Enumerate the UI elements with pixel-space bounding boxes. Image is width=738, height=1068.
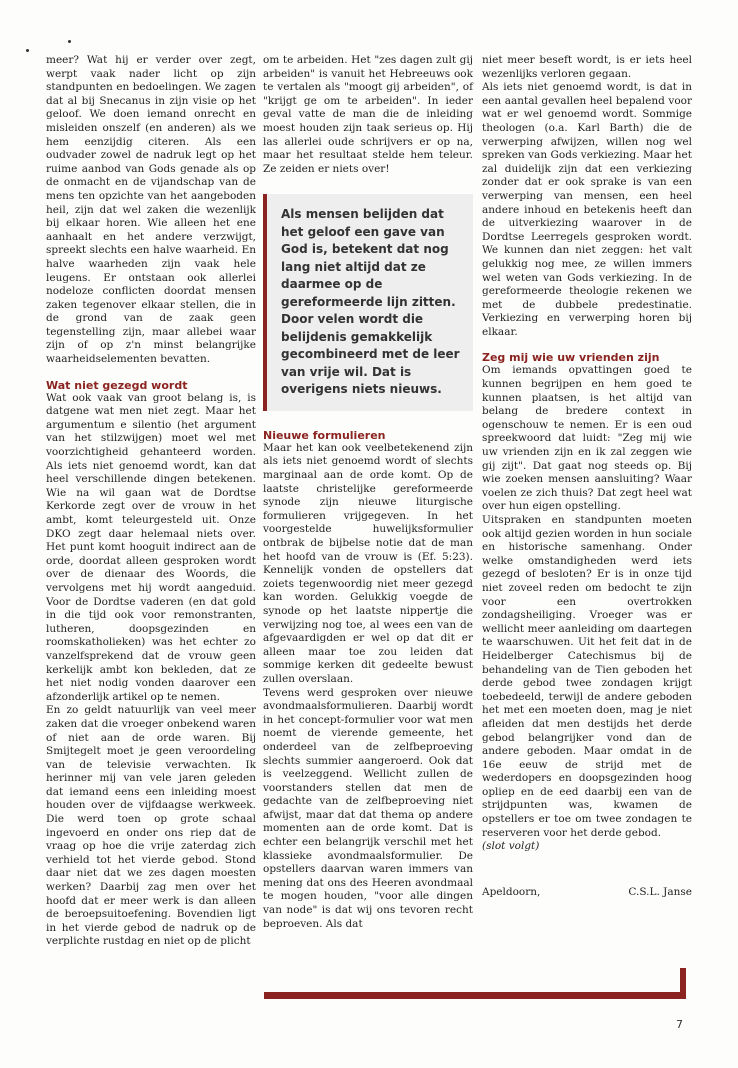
paragraph: Tevens werd gesproken over nieuwe avondmaalsformulieren. Daarbij wordt in het concept-formulier voor wat men noemt de vierende gemeente, het onderdeel van de zelfbeproeving slechts summier aangeroerd. Ook dat is veelzeggend. Wellicht zullen de voorstanders stellen dat men de gedachte van de zelfbeproeving niet afwijst, maar dat dat thema op andere momenten aan de orde komt. Dat is echter een belangrijk verschil met het klassieke avondmaalsformulier. De opstellers daarvan waren immers van mening dat ons des Heeren avondmaal te mogen houden, "voor alle dingen van node" is dat wij ons tevoren recht beproeven. Als dat: [263, 686, 473, 930]
paragraph: Om iemands opvattingen goed te kunnen begrijpen en hem goed te kunnen plaatsen, is het altijd van belang de bredere context in ogenschouw te nemen. Er is een oud spreekwoord dat luidt: "Zeg mij wie uw vrienden zijn en ik zal zeggen wie gij zijt". Dat gaat nog steeds op. Bij wie zoeken mensen aansluiting? Waar voelen ze zich thuis? Dat zegt heel wat over hun eigen opstelling.: [482, 364, 692, 513]
paragraph: Wat ook vaak van groot belang is, is datgene wat men niet zegt. Maar het argumentum e silentio (het argument van het stilzwijgen) moet wel met voorzichtigheid gehanteerd worden. Als iets niet genoemd wordt, kan dat heel verschillende dingen betekenen. Wie na wil gaan wat de Dordtse Kerkorde zegt over de vrouw in het ambt, komt teleurgesteld uit. Onze DKO zegt daar helemaal niets over. Het punt komt hooguit indirect aan de orde, doordat alleen gesproken wordt over de dienaar des Woords, die vervolgens met hij wordt aangeduid. Voor de Dordtse vaderen (en dat gold in die tijd ook voor remonstranten, lutheren, doopsgezinden en roomskatholieken) was het echter zo vanzelfsprekend dat de vrouw geen kerkelijk ambt kon bekleden, dat ze het niet nodig vonden daarover een afzonderlijk artikel op te nemen.: [46, 391, 256, 703]
paragraph: Als iets niet genoemd wordt, is dat in een aantal gevallen heel bepalend voor wat er wel genoemd wordt. Sommige theologen (o.a. Karl Barth) die de verwerping afwijzen, willen nog wel spreken van Gods verkiezing. Maar het zal duidelijk zijn dat een verkiezing zonder dat er ook sprake is van een verwerping van mensen, een heel andere inhoud en betekenis heeft dan de uitverkiezing waarover in de Dordtse Leerregels gesproken wordt. We kunnen dan niet zeggen: het valt gelukkig nog mee, ze willen immers wel weten van Gods verkiezing. In de gereformeerde theologie rekenen we met de dubbele predestinatie. Verkiezing en verwerping horen bij elkaar.: [482, 81, 692, 338]
signature-line: [482, 886, 692, 900]
paragraph: Maar het kan ook veelbetekenend zijn als iets niet genoemd wordt of slechts marginaal aan de orde komt. Op de laatste christelijke gereformeerde synode zijn nieuwe liturgische formulieren vrijgegeven. In het voorgestelde huwelijksformulier ontbrak de bijbelse notie dat de man het hoofd van de vrouw is (Ef. 5:23). Kennelijk vonden de opstellers dat zoiets tegenwoordig niet meer gezegd kan worden. Gelukkig voegde de synode op het laatste nippertje die verwijzing nog toe, al wees een van de afgevaardigden er wel op dat dit er alleen maar toe zou leiden dat sommige kerken dit gedeelte bewust zullen overslaan.: [263, 441, 473, 685]
page-number: 7: [676, 1018, 683, 1031]
footer-rule-end: [680, 968, 686, 999]
section-heading: Zeg mij wie uw vrienden zijn: [482, 351, 660, 365]
place: Apeldoorn,: [482, 885, 541, 898]
pull-quote: Als mensen belijden dat het geloof een gave van God is, betekent dat nog lang niet altijd dat ze daarmee op de gereformeerde lijn zitten. Door velen wordt die belijdenis gemakkelijk gecombineerd met de leer van vrije wil. Dat is overigens niets nieuws.: [263, 194, 473, 411]
continued-note: (slot volgt): [482, 840, 540, 853]
paragraph: En zo geldt natuurlijk van veel meer zaken dat die vroeger onbekend waren of niet aan de orde waren. Bij Smijtegelt moet je geen veroordeling van de televisie verwachten. Ik herinner mij van vele jaren geleden dat iemand eens een inleiding moest houden over de vijfdaagse werkweek. Die werd toen op grote schaal ingevoerd en onder ons riep dat de vraag op hoe die vrije zaterdag zich verhield tot het vierde gebod. Stond daar niet dat we zes dagen moesten werken? Daarbij zag men over het hoofd dat er meer werk is dan alleen de beroepsuitoefening. Bovendien ligt in het vierde gebod de nadruk op de verplichte rustdag en niet op de plicht: [46, 704, 256, 948]
decorative-dot: [26, 49, 29, 52]
paragraph: meer? Wat hij er verder over zegt, werpt vaak nader licht op zijn standpunten en bedoelingen. We zagen dat al bij Snecanus in zijn visie op het geloof. We doen iemand onrecht en misleiden onszelf (en anderen) als we hem eenzijdig citeren. Als een oudvader zowel de nadruk legt op het ruime aanbod van Gods genade als op de onmacht en de vijandschap van de mens ten opzichte van het aangeboden heil, zijn dat wel zaken die wezenlijk bij elkaar horen. Wie alleen het ene aanhaalt en het andere verzwijgt, spreekt slechts een halve waarheid. En halve waarheden zijn vaak hele leugens. Er ontstaan ook allerlei nodeloze conflicten doordat mensen zaken tegenover elkaar stellen, die in de grond van de zaak geen tegenstelling zijn, maar allebei waar zijn of op z'n minst belangrijke waarheidselementen bevatten.: [46, 54, 256, 366]
section-heading: Nieuwe formulieren: [263, 428, 386, 442]
decorative-dot: [68, 40, 71, 43]
paragraph: niet meer beseft wordt, is er iets heel wezenlijks verloren gegaan.: [482, 54, 692, 80]
paragraph: Uitspraken en standpunten moeten ook altijd gezien worden in hun sociale en historische samenhang. Onder welke omstandigheden werd iets gezegd of besloten? Er is in onze tijd niet zoveel reden om bedocht te zijn voor een overtrokken zondagsheiliging. Vroeger was er wellicht meer aanleiding om daartegen te waarschuwen. Uit het feit dat in de Heidelberger Catechismus bij de behandeling van de Tien geboden het derde gebod twee zondagen krijgt toebedeeld, terwijl de andere geboden het met een moeten doen, mag je niet afleiden dat men destijds het derde gebod belangrijker vond dan de andere geboden. Maar omdat in de 16e eeuw de strijd met de wederdopers en doopsgezinden hoog opliep en de eed daarbij een van de strijdpunten was, kwamen de opstellers er toe om twee zondagen te reserveren voor het derde gebod.: [482, 514, 692, 839]
paragraph: om te arbeiden. Het "zes dagen zult gij arbeiden" is vanuit het Hebreeuws ook te vertalen als "moogt gij arbeiden", of "krijgt ge om te arbeiden". In ieder geval vatte de man die de inleiding moest houden zijn taak serieus op. Hij las allerlei oude schrijvers er op na, maar het resultaat stelde hem teleur. Ze zeiden er niets over!: [263, 54, 473, 175]
column-3: [482, 54, 692, 899]
column-2: [263, 54, 473, 931]
footer-rule: [264, 992, 686, 999]
column-1: [46, 54, 256, 949]
section-heading: Wat niet gezegd wordt: [46, 378, 188, 392]
author: C.S.L. Janse: [628, 885, 692, 898]
